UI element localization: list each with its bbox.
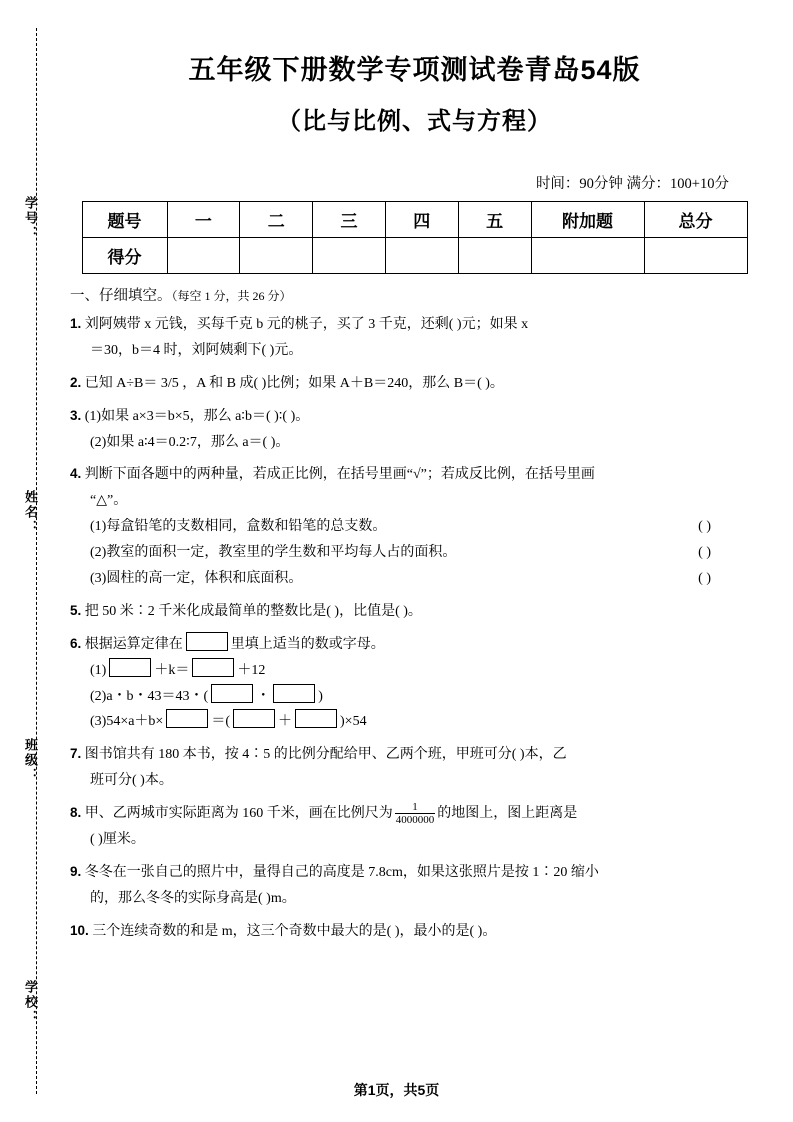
- question-4-item-3-text: (3)圆柱的高一定，体积和底面积。: [90, 571, 303, 587]
- question-3-number: 3.: [70, 407, 82, 423]
- score-table-col-5: 五: [458, 202, 531, 238]
- page-title: 五年级下册数学专项测试卷青岛54版: [188, 55, 641, 85]
- score-table-col-3: 三: [313, 202, 386, 238]
- table-row: [82, 238, 747, 274]
- question-4-item-2-text: (2)教室的面积一定，教室里的学生数和平均每人占的面积。: [90, 545, 457, 561]
- question-6-line1-a: 根据运算定律在: [84, 636, 183, 652]
- answer-box[interactable]: [166, 709, 208, 728]
- question-2: [70, 371, 759, 397]
- question-6-item-2: [70, 684, 759, 710]
- score-table-col-extra: 附加题: [531, 202, 644, 238]
- question-6-item-3: [70, 709, 759, 735]
- question-6-item-1-post: ＋12: [237, 662, 266, 678]
- question-6-number: 6.: [70, 635, 82, 651]
- question-4-item-1: [70, 514, 759, 540]
- question-6-item-2-post: ): [318, 688, 323, 704]
- side-label-class: 班级：: [23, 738, 38, 783]
- question-9: [70, 860, 759, 912]
- side-label-student-id: 学号：: [23, 196, 38, 241]
- question-7: [70, 742, 759, 794]
- question-6-item-3-mid2: ＋: [278, 714, 293, 730]
- score-table-row-label-1: 题号: [82, 202, 167, 238]
- side-label-school: 学校：: [23, 980, 38, 1025]
- question-4-item-3: [70, 566, 759, 592]
- question-4-item-3-answer-space[interactable]: ( ): [698, 571, 711, 587]
- question-6-item-2-pre: (2)a・b・43＝43・(: [90, 688, 209, 704]
- answer-box[interactable]: [211, 684, 253, 703]
- score-cell-5[interactable]: [458, 238, 531, 274]
- answer-box[interactable]: [192, 658, 234, 677]
- question-6-item-3-pre: (3)54×a＋b×: [90, 714, 164, 730]
- score-cell-extra[interactable]: [531, 238, 644, 274]
- scale-fraction-denominator: 4000000: [395, 814, 435, 827]
- question-4-item-1-text: (1)每盒铅笔的支数相同，盒数和铅笔的总支数。: [90, 519, 387, 535]
- question-4-line2: “△”。: [90, 493, 128, 509]
- question-1-line2: ＝30，b＝4 时，刘阿姨剩下( )元。: [90, 342, 303, 358]
- answer-box[interactable]: [273, 684, 315, 703]
- score-cell-1[interactable]: [167, 238, 240, 274]
- question-6: [70, 632, 759, 736]
- score-table-row-label-2: 得分: [82, 238, 167, 274]
- question-1-line1: 刘阿姨带 x 元钱，买每千克 b 元的桃子，买了 3 千克，还剩( )元；如果 x: [84, 317, 529, 332]
- answer-box[interactable]: [186, 632, 228, 651]
- question-10-number: 10.: [70, 922, 89, 938]
- answer-box[interactable]: [233, 709, 275, 728]
- exam-content: [70, 30, 759, 945]
- question-8-line1-a: 甲、乙两城市实际距离为 160 千米，画在比例尺为: [84, 806, 393, 822]
- question-9-line1: 冬冬在一张自己的照片中，量得自己的高度是 7.8cm，如果这张照片是按 1∶20 缩小: [84, 864, 599, 880]
- question-1: [70, 312, 759, 364]
- question-4-item-2-answer-space[interactable]: ( ): [698, 545, 711, 561]
- table-row: [82, 202, 747, 238]
- section-heading: [70, 284, 759, 305]
- scale-fraction-numerator: 1: [412, 801, 418, 814]
- question-7-line1: 图书馆共有 180 本书，按 4∶5 的比例分配给甲、乙两个班，甲班可分( )本，乙: [84, 747, 567, 763]
- exam-meta: 时间：90分钟 满分：100+10分: [535, 176, 729, 192]
- question-7-line2: 班可分( )本。: [90, 773, 173, 789]
- question-6-item-3-post: )×54: [340, 714, 367, 730]
- score-cell-4[interactable]: [385, 238, 458, 274]
- score-table-col-2: 二: [240, 202, 313, 238]
- question-1-number: 1.: [70, 316, 82, 331]
- question-8-line1-b: 的地图上，图上距离是: [437, 806, 578, 822]
- question-6-line1-b: 里填上适当的数或字母。: [230, 636, 385, 652]
- score-table-col-total: 总分: [644, 202, 747, 238]
- answer-box[interactable]: [109, 658, 151, 677]
- answer-box[interactable]: [295, 709, 337, 728]
- question-8-line2: ( )厘米。: [90, 832, 145, 848]
- question-5: [70, 599, 759, 625]
- section-heading-note: （每空 1 分，共 26 分）: [171, 289, 292, 303]
- section-heading-text: 一、仔细填空。: [70, 288, 172, 304]
- question-7-number: 7.: [70, 746, 82, 762]
- side-label-name: 姓名：: [23, 490, 38, 535]
- score-table-col-4: 四: [385, 202, 458, 238]
- question-9-number: 9.: [70, 863, 82, 879]
- page-footer: 第1页，共5页: [353, 1082, 440, 1098]
- question-3: [70, 404, 759, 456]
- question-10-line1: 三个连续奇数的和是 m，这三个奇数中最大的是( )，最小的是( )。: [92, 923, 497, 939]
- question-4: [70, 462, 759, 591]
- scale-fraction: [395, 801, 436, 826]
- question-6-item-2-mid: ・: [256, 688, 271, 704]
- question-6-item-3-mid: ＝(: [211, 714, 231, 730]
- question-6-item-1-pre: (1): [90, 662, 107, 678]
- score-cell-total[interactable]: [644, 238, 747, 274]
- question-4-item-1-answer-space[interactable]: ( ): [698, 519, 711, 535]
- question-8: [70, 801, 759, 853]
- question-2-number: 2.: [70, 374, 82, 390]
- page-subtitle: （比与比例、式与方程）: [277, 108, 552, 135]
- question-3-line2: (2)如果 a∶4＝0.2∶7，那么 a＝( )。: [90, 434, 290, 450]
- question-5-number: 5.: [70, 602, 82, 618]
- question-2-line1: 已知 A÷B＝ 3/5 ，A 和 B 成( )比例；如果 A＋B＝240，那么 B＝( )。: [84, 375, 504, 391]
- side-label-group: [14, 0, 40, 1122]
- score-cell-3[interactable]: [313, 238, 386, 274]
- score-cell-2[interactable]: [240, 238, 313, 274]
- question-10: [70, 919, 759, 945]
- question-6-item-1: [70, 658, 759, 684]
- question-4-line1: 判断下面各题中的两种量，若成正比例，在括号里画“√”；若成反比例，在括号里画: [84, 467, 595, 483]
- question-3-line1: (1)如果 a×3＝b×5，那么 a∶b＝( )∶( )。: [84, 408, 310, 424]
- score-table: [82, 201, 748, 274]
- question-4-number: 4.: [70, 466, 82, 482]
- question-9-line2: 的，那么冬冬的实际身高是( )m。: [90, 890, 296, 906]
- question-5-line1: 把 50 米∶2 千米化成最简单的整数比是( )，比值是( )。: [84, 603, 422, 619]
- question-8-number: 8.: [70, 805, 82, 821]
- question-6-item-1-mid: ＋k＝: [154, 662, 190, 678]
- score-table-col-1: 一: [167, 202, 240, 238]
- question-4-item-2: [70, 540, 759, 566]
